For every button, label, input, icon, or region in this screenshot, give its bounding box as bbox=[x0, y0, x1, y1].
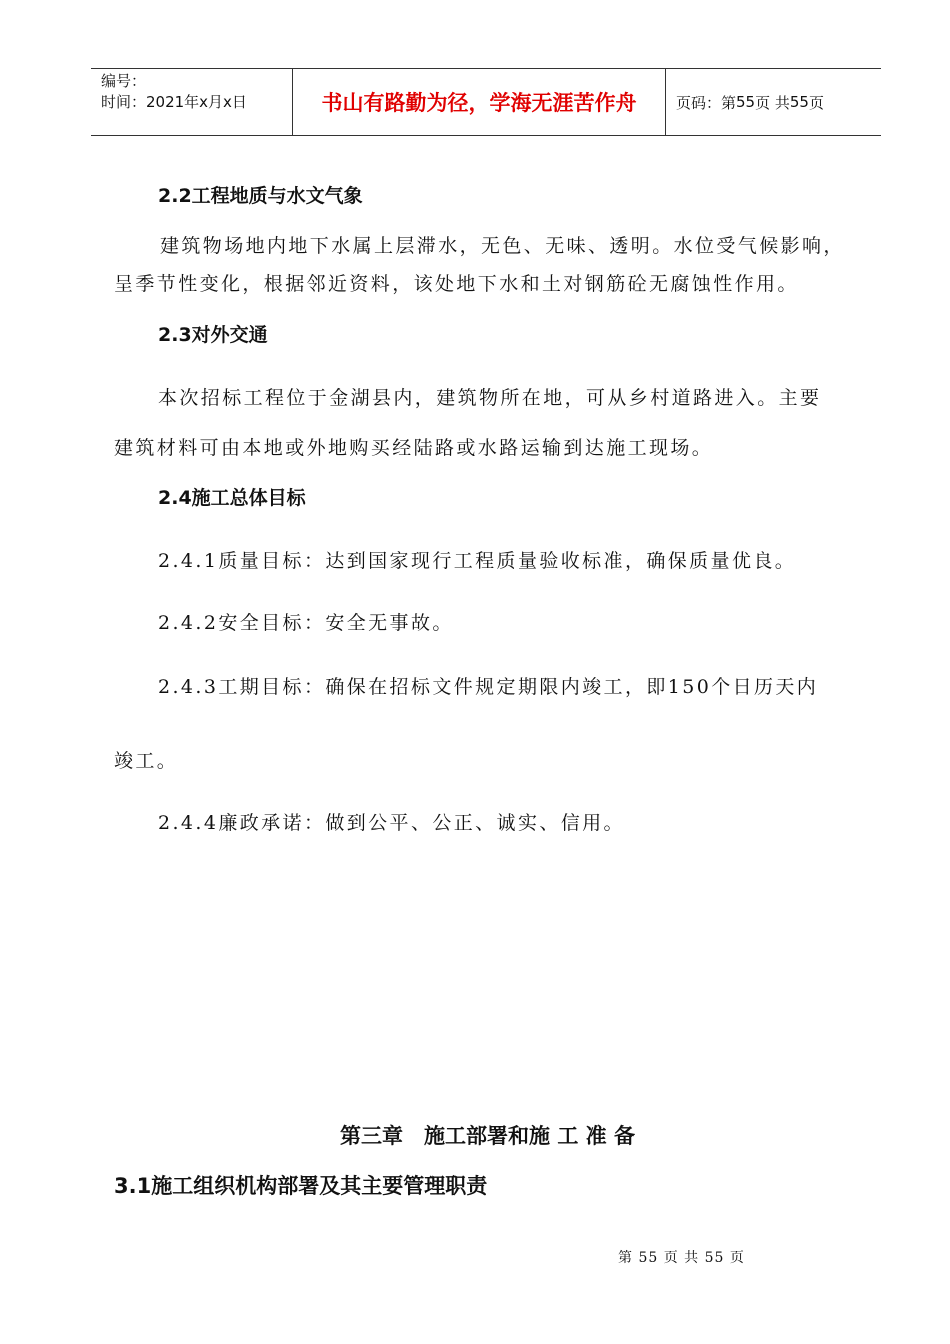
header-motto: 书山有路勤为径，学海无涯苦作舟 bbox=[293, 69, 666, 135]
item-2-4-3-line1: 2.4.3工期目标：确保在招标文件规定期限内竣工，即150个日历天内 bbox=[158, 676, 819, 698]
paragraph-2-2-line1: 建筑物场地内地下水属上层滞水，无色、无味、透明。水位受气候影响， bbox=[160, 235, 845, 257]
header-page-suffix: 页 bbox=[808, 93, 824, 112]
paragraph-2-2-line2: 呈季节性变化，根据邻近资料，该处地下水和土对钢筋砼无腐蚀性作用。 bbox=[114, 273, 799, 295]
header-page-mid: 页 共 bbox=[755, 93, 790, 112]
footer-prefix: 第 bbox=[618, 1250, 633, 1266]
chapter-3-title: 第三章 施工部署和施 工 准 备 bbox=[340, 1124, 635, 1148]
heading-2-4: 2.4施工总体目标 bbox=[158, 487, 306, 509]
header-meta bbox=[91, 69, 293, 135]
heading-3-1: 3.1施工组织机构部署及其主要管理职责 bbox=[114, 1174, 488, 1198]
heading-2-2: 2.2工程地质与水文气象 bbox=[158, 185, 363, 207]
footer-mid: 页 共 bbox=[663, 1250, 700, 1266]
heading-2-3: 2.3对外交通 bbox=[158, 324, 268, 346]
paragraph-2-3-line1: 本次招标工程位于金湖县内，建筑物所在地，可从乡村道路进入。主要 bbox=[158, 387, 822, 409]
item-2-4-3-line2: 竣工。 bbox=[114, 750, 179, 772]
header-time-label: 时间：2021年x月x日 bbox=[101, 93, 247, 111]
footer-suffix: 页 bbox=[729, 1250, 745, 1266]
item-2-4-4: 2.4.4廉政承诺：做到公平、公正、诚实、信用。 bbox=[158, 812, 625, 834]
footer-current: 55 bbox=[638, 1250, 659, 1266]
header-page-prefix: 页码：第 bbox=[676, 93, 737, 112]
page-footer bbox=[618, 1247, 745, 1267]
header-number-label: 编号： bbox=[101, 72, 147, 90]
header-page-current: 55 bbox=[736, 93, 756, 111]
item-2-4-2: 2.4.2安全目标：安全无事故。 bbox=[158, 612, 454, 634]
header-page-info bbox=[666, 69, 881, 135]
header-page-total: 55 bbox=[789, 93, 809, 111]
paragraph-2-3-line2: 建筑材料可由本地或外地购买经陆路或水路运输到达施工现场。 bbox=[114, 437, 714, 459]
item-2-4-1: 2.4.1质量目标：达到国家现行工程质量验收标准，确保质量优良。 bbox=[158, 550, 797, 572]
footer-total: 55 bbox=[704, 1250, 725, 1266]
page-header bbox=[91, 68, 881, 136]
